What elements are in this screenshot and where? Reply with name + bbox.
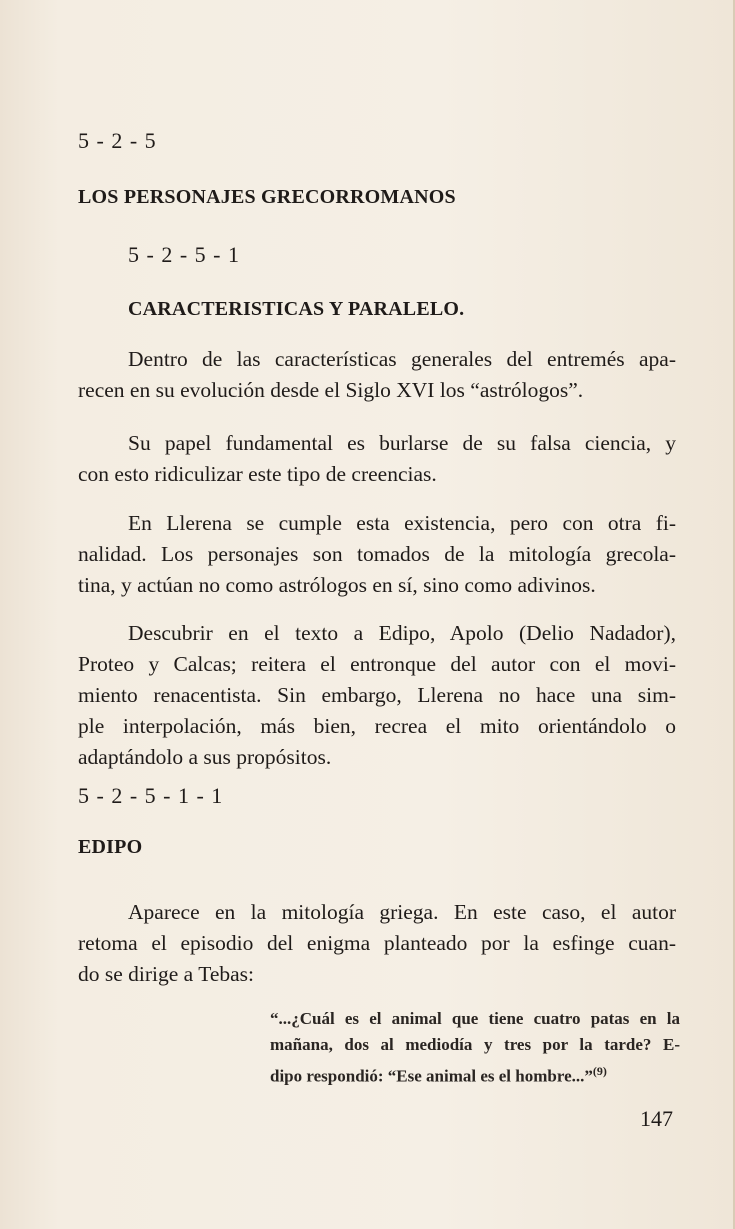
subsection-heading: CARACTERISTICAS Y PARALELO. [128,298,465,320]
section-heading: LOS PERSONAJES GRECORROMANOS [78,186,456,208]
paragraph-line: miento renacentista. Sin embargo, Llerena no hace una sim- [78,683,676,707]
quote-line: “...¿Cuál es el animal que tiene cuatro patas en la [270,1009,680,1028]
page-number: 147 [640,1106,673,1131]
block-quote [270,1006,680,1090]
quote-line: mañana, dos al mediodía y tres por la tarde? E- [270,1035,680,1054]
paragraph [78,618,676,773]
paragraph-line: En Llerena se cumple esta existencia, pero con otra fi- [128,511,676,535]
paragraph-line: do se dirige a Tebas: [78,962,255,986]
paragraph-line: tina, y actúan no como astrólogos en sí, sino como adivinos. [78,573,596,597]
paragraph-line: Su papel fundamental es burlarse de su falsa ciencia, y [128,431,676,455]
paragraph [78,344,676,406]
section-number: 5 - 2 - 5 [78,128,157,153]
paragraph-line: Descubrir en el texto a Edipo, Apolo (Delio Nadador), [128,621,676,645]
paragraph-line: con esto ridiculizar este tipo de creencias. [78,462,437,486]
paragraph-line: Proteo y Calcas; reitera el entronque del autor con el movi- [78,652,676,676]
footnote-marker: (9) [592,1064,607,1078]
paragraph-line: nalidad. Los personajes son tomados de la mitología grecola- [78,542,676,566]
subsection-number: 5 - 2 - 5 - 1 [128,242,240,267]
paragraph-line: recen en su evolución desde el Siglo XVI los “astrólogos”. [78,378,584,402]
paragraph [78,508,676,601]
paragraph [78,897,676,990]
subsubsection-number: 5 - 2 - 5 - 1 - 1 [78,783,224,808]
paragraph-line: Aparece en la mitología griega. En este caso, el autor [128,900,676,924]
paragraph-line: Dentro de las características generales del entremés apa- [128,347,676,371]
quote-line [270,1058,680,1090]
paragraph-line: ple interpolación, más bien, recrea el mito orientándolo o [78,714,676,738]
subsubsection-heading: EDIPO [78,836,143,858]
paragraph-line: retoma el episodio del enigma planteado por la esfinge cuan- [78,931,676,955]
paragraph-line: adaptándolo a sus propósitos. [78,745,332,769]
quote-line-text: dipo respondió: “Ese animal es el hombre...” [270,1066,593,1086]
paragraph [78,428,676,490]
